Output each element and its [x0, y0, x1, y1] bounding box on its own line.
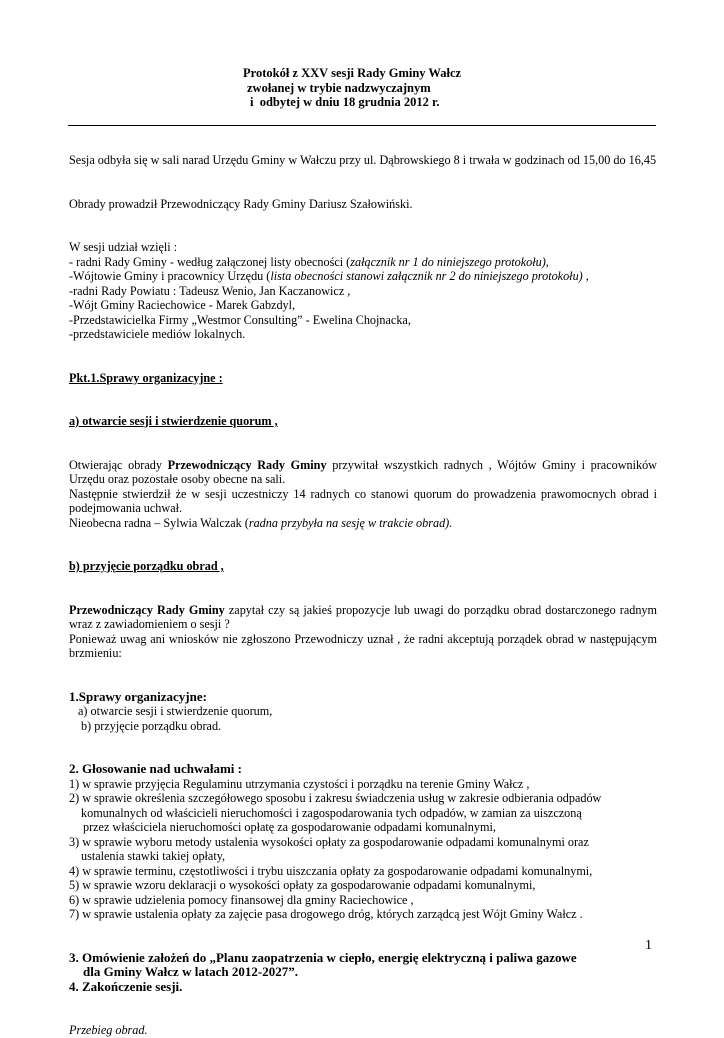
subsection-b-title: b) przyjęcie porządku obrad ,: [69, 559, 224, 573]
session-chair: Obrady prowadził Przewodniczący Rady Gminy Dariusz Szałowiński.: [69, 196, 413, 211]
quorum-paragraph: Następnie stwierdził że w sesji uczestniczy 14 radnych co stanowi quorum do prowadzenia prawomocnych obrad i podejmowania uchwał.: [69, 486, 657, 515]
attendance-heading: W sesji udział wzięli :: [69, 240, 178, 254]
agenda-item-title: 3. Omówienie założeń do „Planu zaopatrzenia w ciepło, energię elektryczną i paliwa gazowe: [69, 949, 577, 965]
agenda-section-3-4: [69, 951, 657, 995]
attendance-item: - radni Rady Gminy - według załączonej listy obecności (załącznik nr 1 do niniejszego protokołu),: [69, 254, 549, 269]
absence-paragraph: Nieobecna radna – Sylwia Walczak (radna przybyła na sesję w trakcie obrad).: [69, 515, 453, 530]
resolution-item: 1) w sprawie przyjęcia Regulaminu utrzymania czystości i porządku na terenie Gminy Wałcz ,: [69, 776, 530, 791]
attendance-item: -radni Rady Powiatu : Tadeusz Wenio, Jan Kaczanowicz ,: [69, 283, 351, 298]
proceedings-heading: Przebieg obrad.: [69, 1023, 148, 1037]
agenda-subitem: b) przyjęcie porządku obrad.: [81, 718, 222, 733]
agenda-section-2: [69, 762, 657, 922]
resolution-item-cont: przez właściciela nieruchomości opłatę za gospodarowanie odpadami komunalnymi,: [83, 820, 496, 834]
header-date: i odbytej w dniu 18 grudnia 2012 r.: [250, 95, 440, 109]
header-title: Protokół z XXV sesji Rady Gminy Wałcz: [243, 66, 462, 80]
attendance-item: -Wójt Gminy Raciechowice - Marek Gabzdyl,: [69, 298, 296, 312]
agenda-section-1: [69, 690, 657, 734]
header-divider: [68, 125, 656, 126]
resolution-item: 4) w sprawie terminu, częstotliwości i trybu uiszczania opłaty za gospodarowanie odpadami komunalnymi,: [69, 863, 593, 878]
resolution-item: 3) w sprawie wyboru metody ustalenia wysokości opłaty za gospodarowanie odpadami komunalnymi oraz: [69, 834, 589, 849]
section-pkt1-title: Pkt.1.Sprawy organizacyjne :: [69, 370, 223, 385]
protocol-header: [0, 66, 724, 110]
agenda-item-title: 2. Głosowanie nad uchwałami :: [69, 761, 242, 776]
header-subtitle: zwołanej w trybie nadzwyczajnym: [247, 80, 431, 95]
agenda-question-paragraph: Przewodniczący Rady Gminy zapytał czy są jakieś propozycje lub uwagi do porządku obrad dostarczonego radnym wraz z zawiadomieniem o sesji ?: [69, 602, 657, 631]
resolution-item: 6) w sprawie udzielenia pomocy finansowej dla gminy Raciechowice ,: [69, 892, 414, 907]
session-location: Sesja odbyła się w sali narad Urzędu Gminy w Wałczu przy ul. Dąbrowskiego 8 i trwała w godzinach od 15,00 do 16,45: [69, 153, 657, 167]
attendance-list: [69, 240, 657, 342]
agenda-item-title: 4. Zakończenie sesji.: [69, 978, 183, 994]
resolution-item: 5) w sprawie wzoru deklaracji o wysokości opłaty za gospodarowanie odpadami komunalnymi,: [69, 878, 536, 892]
resolution-item: 2) w sprawie określenia szczegółowego sposobu i zakresu świadczenia usług w zakresie odbierania odpadów: [69, 791, 602, 805]
opening-paragraph: Otwierając obrady Przewodniczący Rady Gminy przywitał wszystkich radnych , Wójtów Gminy i pracowników Urzędu oraz pozostałe osoby obecne na sali.: [69, 457, 657, 486]
attendance-item: -Przedstawicielka Firmy „Westmor Consulting” - Ewelina Chojnacka,: [69, 312, 411, 327]
page-number: 1: [645, 938, 652, 953]
agenda-accept-paragraph: Ponieważ uwag ani wniosków nie zgłoszono Przewodniczy uznał , że radni akceptują porządek obrad w następującym brzmieniu:: [69, 631, 657, 660]
resolution-item: 7) w sprawie ustalenia opłaty za zajęcie pasa drogowego dróg, których zarządcą jest Wójt Gminy Wałcz .: [69, 907, 583, 921]
agenda-item-title: 1.Sprawy organizacyjne:: [69, 688, 207, 704]
resolution-item-cont: komunalnych od właścicieli nieruchomości i zagospodarowania tych odpadów, w zamian za uiszczoną: [81, 805, 582, 820]
protocol-body: [69, 153, 657, 1038]
subsection-a-title: a) otwarcie sesji i stwierdzenie quorum ,: [69, 414, 278, 428]
resolution-item-cont: ustalenia stawki takiej opłaty,: [81, 849, 226, 863]
agenda-item-title-cont: dla Gminy Wałcz w latach 2012-2027”.: [83, 964, 298, 979]
agenda-subitem: a) otwarcie sesji i stwierdzenie quorum,: [78, 704, 273, 718]
attendance-item: -Wójtowie Gminy i pracownicy Urzędu (lista obecności stanowi załącznik nr 2 do niniejszego protokołu) ,: [69, 269, 589, 283]
attendance-item: -przedstawiciele mediów lokalnych.: [69, 327, 246, 341]
